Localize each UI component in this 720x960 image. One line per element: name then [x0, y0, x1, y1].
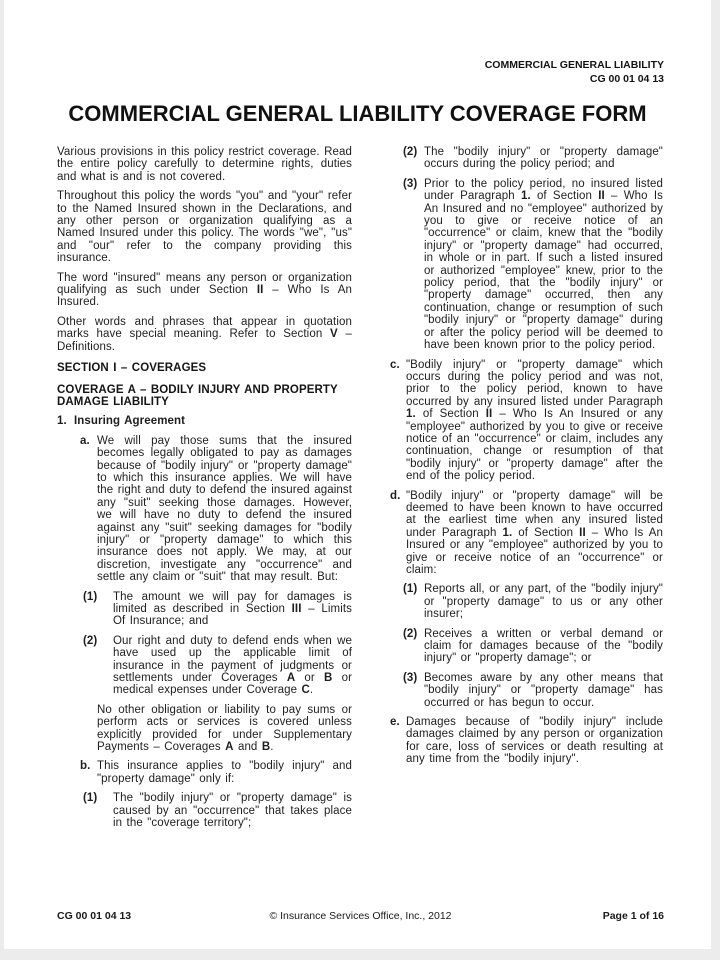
text-segment: The "bodily injury" or "property damage" occurs during the policy period; and — [424, 146, 663, 171]
list-text — [97, 435, 352, 583]
list-label: a. — [80, 434, 90, 447]
column-left — [57, 146, 352, 830]
list-item — [57, 415, 352, 427]
footer-page-number: Page 1 of 16 — [602, 910, 664, 922]
list-label: c. — [390, 358, 400, 371]
list-label: d. — [390, 489, 401, 502]
list-text — [424, 583, 663, 620]
list-label: (1) — [403, 583, 418, 596]
list-label: (3) — [403, 671, 418, 684]
text-segment: II — [256, 284, 264, 297]
form-header-line: COMMERCIAL GENERAL LIABILITY — [484, 59, 664, 71]
text-segment: and — [233, 741, 262, 754]
text-segment: V — [330, 328, 338, 341]
text-segment: – Who Is An Insured or any "employee" authorized by you to give or receive notice of an "occurrence" or claim: — [406, 526, 663, 576]
list-label: (1) — [83, 590, 98, 603]
list-text — [424, 146, 663, 170]
text-segment: B — [261, 741, 271, 754]
document-page — [4, 0, 711, 949]
list-item — [403, 628, 663, 665]
text-segment: B — [324, 672, 333, 685]
list-label: (1) — [83, 792, 98, 805]
text-segment: SECTION I – COVERAGES — [57, 362, 207, 375]
list-item — [390, 716, 663, 766]
text-segment: – Who Is An Insured. — [57, 284, 352, 309]
footer-form-number: CG 00 01 04 13 — [57, 910, 132, 922]
list-label: e. — [390, 716, 400, 729]
text-segment: 1. — [502, 526, 513, 539]
list-item — [80, 760, 352, 785]
text-segment: "Bodily injury" or "property damage" will be deemed to have been known to have occurred at the earliest time when any insured listed under Paragraph — [406, 489, 663, 539]
text-segment: II — [485, 408, 493, 421]
text-segment: The "bodily injury" or "property damage" is caused by an "occurrence" that takes place in the "coverage territory"; — [113, 792, 352, 830]
list-item — [83, 635, 352, 697]
page-footer — [57, 910, 664, 924]
column-right — [390, 146, 663, 830]
list-item — [403, 583, 663, 620]
list-item — [390, 359, 663, 483]
paragraph — [57, 272, 352, 309]
text-segment: – Definitions. — [57, 328, 352, 353]
list-text — [97, 760, 352, 784]
list-item — [390, 490, 663, 577]
text-segment: COVERAGE A – BODILY INJURY AND PROPERTY DAMAGE LIABILITY — [57, 383, 338, 408]
text-segment: No other obligation or liability to pay sums or perform acts or services is covered unless explicitly provided for under Supplementary Payments – Coverages — [97, 703, 352, 754]
text-segment: 1. — [520, 190, 531, 203]
text-segment: – Who Is An Insured or any "employee" authorized by you to give or receive notice of an "occurrence" or claim, includes any continuation, change or resumption of that "bodily injury" or "property damage" after the end of the policy period. — [406, 408, 663, 483]
text-segment: of Section — [530, 190, 599, 203]
text-segment: . — [309, 684, 314, 697]
list-item — [83, 792, 352, 829]
text-segment: The word "insured" means any person or organization qualifying as such under Section — [57, 271, 352, 297]
continuation-paragraph — [80, 704, 352, 754]
document-body — [57, 146, 663, 830]
text-segment: II — [598, 190, 605, 203]
list-item — [80, 435, 352, 584]
list-text — [406, 490, 663, 576]
paragraph — [57, 190, 352, 264]
text-segment: We will pay those sums that the insured becomes legally obligated to pay as damages because of "bodily injury" or "property damage" to which this insurance applies. We will have the right and duty to defend the insured against any "suit" seeking those damages. However, we will have no duty to defend the insured against any "suit" seeking damages for "bodily injury" or "property damage" to which this insurance does not apply. We may, at our discretion, investigate any "occurrence" and settle any claim or "suit" that may result. But: — [97, 434, 352, 584]
text-segment: Reports all, or any part, of the "bodily injury" or "property damage" to us or any other insurer; — [424, 583, 663, 621]
text-segment: 1. — [406, 408, 416, 421]
text-segment: Throughout this policy the words "you" and "your" refer to the Named Insured shown in the Declarations, and any other person or organization qualifying as a Named Insured under this policy. The words "we", "us" and "our" refer to the company providing this insurance. — [57, 190, 352, 265]
text-segment: Our right and duty to defend ends when we have used up the applicable limit of insurance in the payment of judgments or settlements under Coverages — [113, 634, 352, 685]
form-number: CG 00 01 04 13 — [589, 72, 664, 85]
text-segment: or — [295, 672, 324, 685]
text-segment: or medical expenses under Coverage — [113, 672, 352, 697]
list-item — [403, 672, 663, 709]
list-text — [113, 792, 352, 829]
paragraph — [57, 146, 352, 183]
text-segment: Other words and phrases that appear in quotation marks have special meaning. Refer to Section — [57, 315, 352, 341]
text-segment: C — [301, 684, 310, 697]
text-segment: Insuring Agreement — [74, 415, 186, 428]
list-text — [424, 628, 663, 665]
paragraph — [57, 316, 352, 353]
list-label: 1. — [57, 415, 67, 428]
list-label: b. — [80, 760, 91, 773]
list-label: (2) — [403, 627, 418, 640]
text-segment: Becomes aware by any other means that "bodily injury" or "property damage" has occurred or has begun to occur. — [424, 671, 663, 709]
text-segment: – Who Is An Insured and no "employee" authorized by you to give or receive notice of an "occurrence" or claim, knew that the "bodily injury" or "property damage" had occurred, in whole or in part. If such a listed insured or authorized "employee" knew, prior to the policy period, that the "bodily injury" or "property damage" occurred, then any continuation, change or resumption of such "bodily injury" or "property damage" during or after the policy period will be deemed to have been known prior to the policy period. — [424, 190, 663, 352]
section-heading — [57, 362, 352, 374]
footer-copyright: © Insurance Services Office, Inc., 2012 — [269, 910, 452, 922]
text-segment: Prior to the policy period, no insured listed under Paragraph — [424, 177, 663, 203]
list-text — [113, 591, 352, 628]
list-item — [83, 591, 352, 628]
list-label: (2) — [403, 146, 418, 158]
list-text — [97, 704, 352, 753]
text-segment: III — [291, 603, 302, 615]
text-segment: of Section — [512, 526, 580, 539]
form-header — [485, 59, 664, 86]
list-text — [113, 635, 352, 697]
list-text — [406, 716, 663, 765]
list-text — [424, 178, 663, 351]
text-segment: II — [579, 526, 586, 539]
text-segment: – Limits Of Insurance; and — [113, 603, 352, 628]
text-segment: "Bodily injury" or "property damage" which occurs during the policy period and was not, prior to the policy period, known to have occurred by any insured listed under Paragraph — [406, 358, 663, 408]
text-segment: Receives a written or verbal demand or claim for damages because of the "bodily injury" or "property damage"; or — [424, 627, 663, 665]
list-item — [403, 146, 663, 171]
list-label: (2) — [83, 634, 98, 647]
list-item — [403, 178, 663, 352]
text-segment: A — [286, 672, 296, 685]
text-segment: The amount we will pay for damages is limited as described in Section — [113, 590, 352, 615]
page-title: COMMERCIAL GENERAL LIABILITY COVERAGE FORM — [68, 101, 647, 126]
text-segment: of Section — [415, 408, 486, 421]
list-text — [74, 415, 185, 427]
text-segment: . — [270, 741, 274, 754]
text-segment: Various provisions in this policy restrict coverage. Read the entire policy carefully to determine rights, duties and what is and is not covered. — [57, 146, 352, 183]
text-segment: A — [225, 741, 234, 754]
section-heading — [57, 384, 352, 409]
list-label: (3) — [403, 177, 418, 190]
text-segment: This insurance applies to "bodily injury" and "property damage" only if: — [97, 760, 352, 785]
list-text — [406, 359, 663, 483]
list-text — [424, 672, 663, 709]
text-segment: Damages because of "bodily injury" include damages claimed by any person or organization for care, loss of services or death resulting at any time from the "bodily injury". — [406, 716, 663, 766]
